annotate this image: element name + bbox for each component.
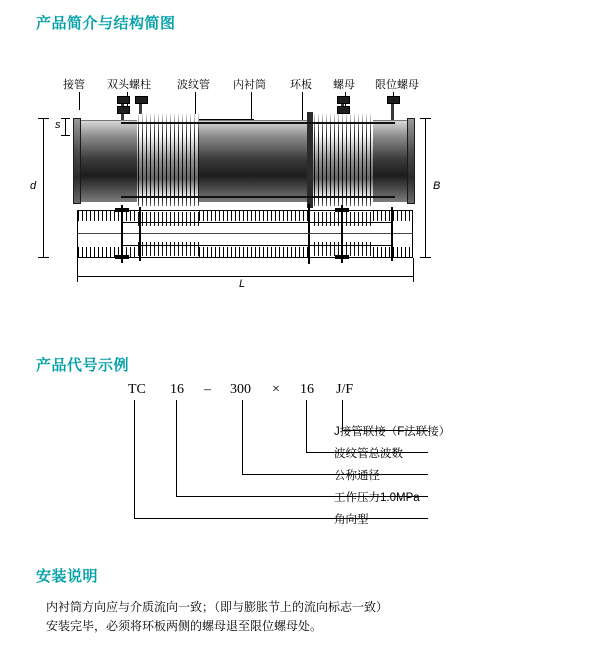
product-code-example [120,382,540,542]
section-ring-plate [308,204,310,264]
tie-rod-bottom [121,196,395,198]
section-center-line [77,233,413,234]
dim-b-tick-bottom [420,257,431,258]
code-hline-tc [134,518,428,519]
pipe-left [77,120,137,202]
callout-label-jieguan: 接管 [63,79,85,91]
code-token-tc: TC [128,382,146,397]
dim-s-line [65,118,66,136]
section-nut-right-2 [335,255,349,259]
bellows-left [137,114,199,206]
section-nut-left-2 [115,255,129,259]
nut-left-1 [117,96,130,104]
install-note-line-2: 安装完毕，必须将环板两侧的螺母退至限位螺母处。 [46,619,323,633]
section-title-install: 安装说明 [36,568,99,585]
leader-line-1 [79,92,80,110]
section-nut-right-1 [335,208,349,212]
dim-s-tick-top [61,118,70,119]
callout-label-bowenguan: 波纹管 [177,79,210,91]
section-stud-left-2 [139,207,141,261]
section-bellows-right-top [313,212,373,226]
section-rod-line-bottom [121,245,393,246]
install-note-line-1: 内衬筒方向应与介质流向一致；（即与膨胀节上的流向标志一致） [46,600,389,614]
dim-b-tick-top [420,118,431,119]
code-vline-300 [242,400,243,474]
code-token-16a: 16 [170,382,184,397]
code-desc-nominal-dia: 公称通径 [334,470,380,482]
section-left-wall-top [78,211,136,221]
section-stud-right-2 [391,207,393,261]
code-vline-tc [134,400,135,518]
dim-b-line [425,118,426,258]
code-desc-connection: J接管联接（F法联接） [334,426,451,438]
bellows-right [313,114,373,206]
flange-right [407,118,415,204]
code-token-times: × [272,382,280,397]
flange-left [73,118,81,204]
dim-l-ext-left [77,258,78,282]
nut-right-1 [337,96,350,104]
code-token-dash: – [204,382,211,397]
callout-label-huanban: 环板 [290,79,312,91]
tie-rod-top [121,122,395,124]
dim-label-l: L [239,278,246,290]
code-token-16b: 16 [300,382,314,397]
dim-d-tick-bottom [38,257,49,258]
code-token-300: 300 [230,382,251,397]
leader-line-5 [302,92,303,120]
code-token-jf: J/F [336,382,354,397]
section-title-code: 产品代号示例 [36,357,130,374]
section-liner-bottom [199,247,309,257]
dim-label-b: B [433,180,441,192]
dim-d-tick-top [38,118,49,119]
nut-right-3 [387,96,400,104]
section-rod-line-top [121,222,393,223]
nut-left-2 [117,106,130,114]
code-vline-16a [176,400,177,496]
dim-l-line [77,276,414,277]
code-desc-wave-count: 波纹管总波数 [334,448,403,460]
dim-label-d: d [30,180,37,192]
dim-l-ext-right [413,258,414,282]
callout-label-neichentong: 内衬筒 [233,79,266,91]
section-bellows-left-top [137,212,199,226]
callout-label-xianweiluomu: 限位螺母 [375,79,419,91]
code-vline-16b [306,400,307,452]
dim-d-line [43,118,44,258]
nut-left-3 [135,96,148,104]
install-notes [46,598,566,636]
section-title-structure: 产品简介与结构简图 [36,15,176,32]
center-body [199,120,311,202]
code-desc-type: 角向型 [334,514,369,526]
dim-s-tick-bottom [61,135,70,136]
section-nut-left-1 [115,208,129,212]
code-desc-pressure: 工作压力1.0MPa [334,492,420,504]
section-liner-top [199,211,309,221]
nut-right-2 [337,106,350,114]
dim-label-s: s [55,119,61,131]
structure-diagram [30,62,535,292]
callout-label-luomu: 螺母 [333,79,355,91]
pipe-right [373,120,409,202]
callout-label-shuangtou: 双头螺柱 [107,79,151,91]
